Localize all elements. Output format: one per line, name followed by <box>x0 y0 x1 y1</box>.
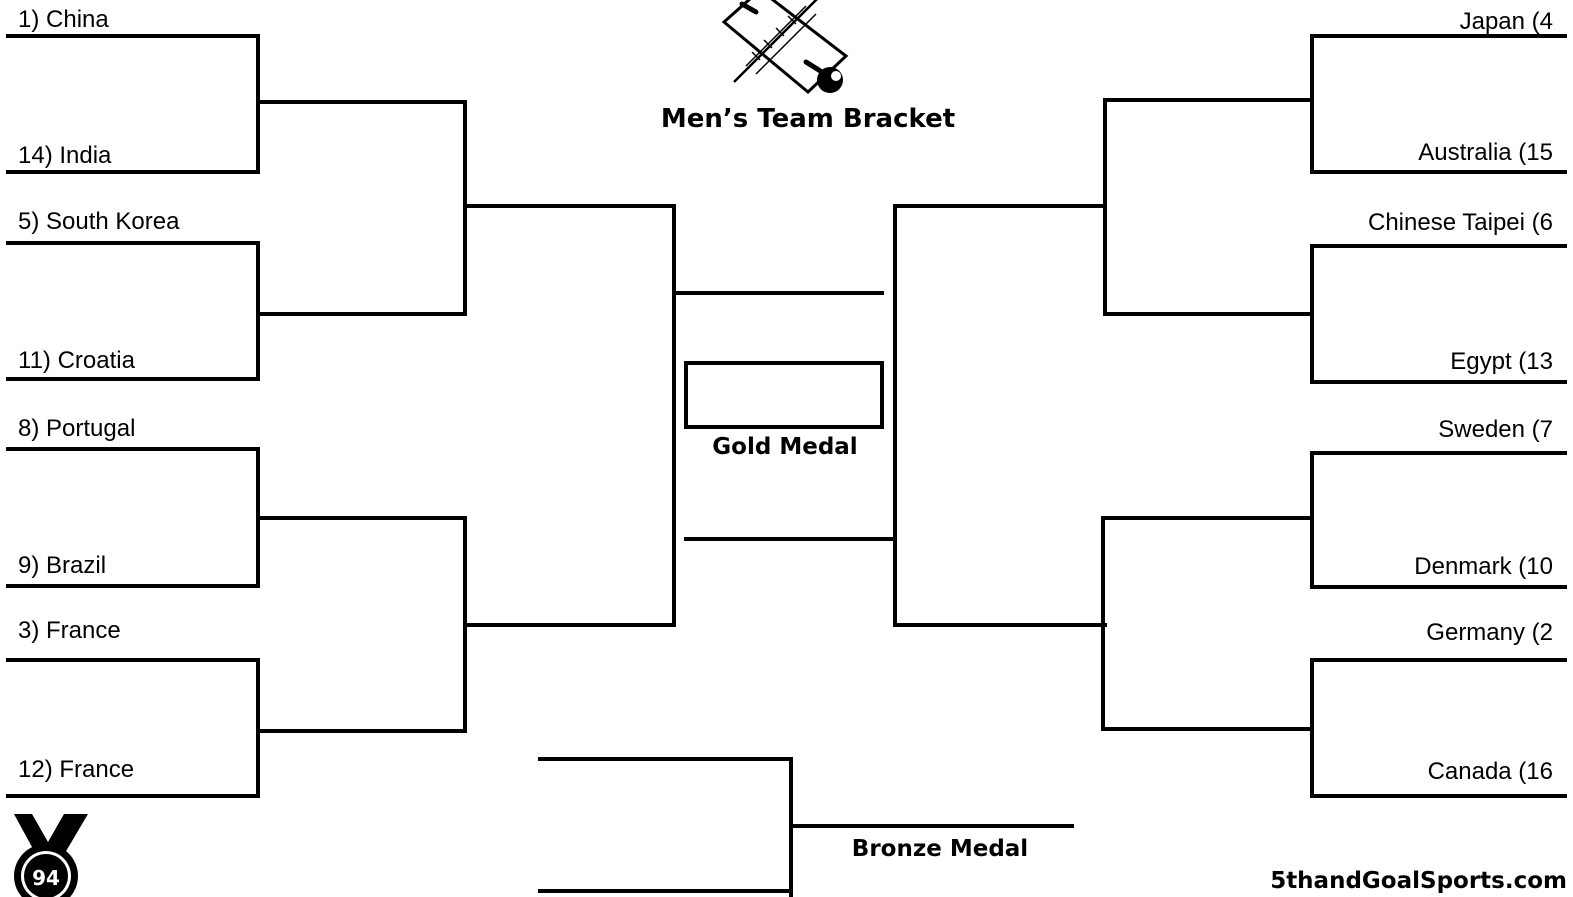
left-team-4-label: 11) Croatia <box>18 347 135 374</box>
left-team-5-label: 8) Portugal <box>18 415 136 442</box>
right-qf-bracket-2 <box>1103 518 1312 729</box>
right-team-3-label: Chinese Taipei (6 <box>1367 209 1553 236</box>
right-team-4-label: Egypt (13 <box>1450 348 1553 375</box>
site-credit: 5thandGoalSports.com <box>1270 868 1567 894</box>
right-qf-bracket-1 <box>1105 100 1312 314</box>
right-team-5-label: Sweden (7 <box>1438 416 1553 443</box>
right-team-8-label: Canada (16 <box>1427 758 1553 785</box>
right-sf-bracket <box>895 206 1105 625</box>
medal-badge-icon <box>14 814 88 897</box>
right-team-1-label: Japan (4 <box>1459 8 1553 35</box>
table-tennis-paddles-net-icon <box>724 0 846 93</box>
left-team-3-label: 5) South Korea <box>18 208 180 235</box>
bronze-medal-label: Bronze Medal <box>851 836 1029 862</box>
left-sf-bracket <box>465 206 674 625</box>
left-team-2-label: 14) India <box>18 142 112 169</box>
page-title: Men’s Team Bracket <box>660 104 956 134</box>
badge-number: 94 <box>32 866 60 890</box>
left-team-8-label: 12) France <box>18 756 135 783</box>
left-qf-bracket-2 <box>258 518 465 731</box>
left-team-6-label: 9) Brazil <box>18 552 107 579</box>
right-team-7-label: Germany (2 <box>1426 619 1553 646</box>
gold-medal-label: Gold Medal <box>712 434 858 460</box>
right-team-6-label: Denmark (10 <box>1414 553 1553 580</box>
gold-medal-box <box>686 363 882 427</box>
left-team-1-label: 1) China <box>18 6 109 33</box>
bronze-bracket <box>540 759 791 897</box>
left-team-7-label: 3) France <box>18 617 121 644</box>
right-team-2-label: Australia (15 <box>1418 139 1553 166</box>
left-qf-bracket-1 <box>258 102 465 314</box>
